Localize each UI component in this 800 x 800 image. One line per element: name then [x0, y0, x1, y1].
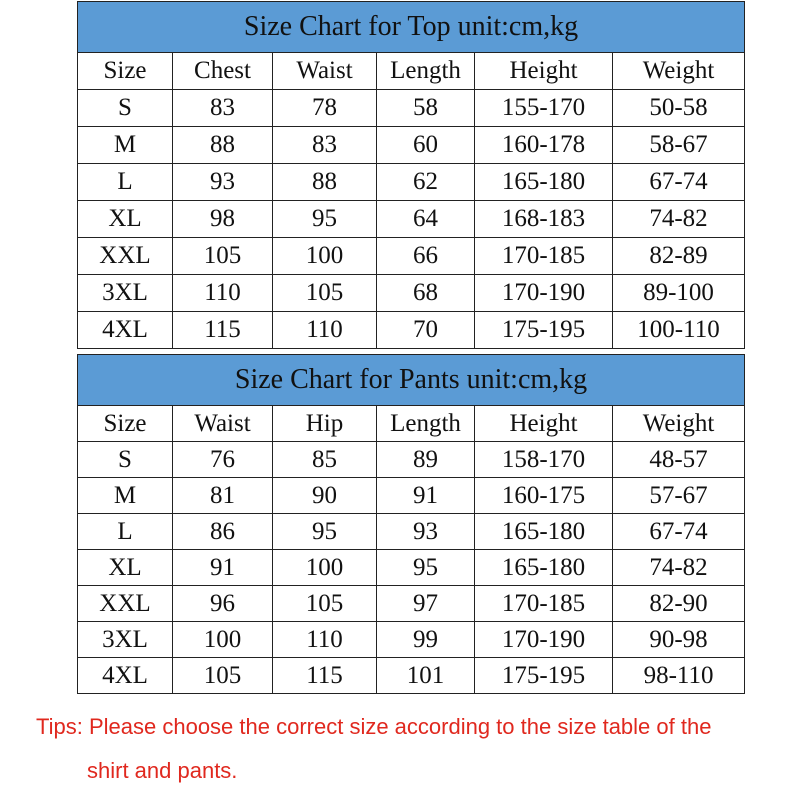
table-cell: 165-180	[475, 514, 613, 550]
pants-chart-header-row	[78, 406, 745, 442]
table-cell: 168-183	[475, 201, 613, 238]
table-cell: 170-190	[475, 622, 613, 658]
table-cell: 100-110	[613, 312, 745, 349]
table-cell: 175-195	[475, 658, 613, 694]
pants-chart-title: Size Chart for Pants unit:cm,kg	[78, 355, 745, 406]
column-header: Length	[377, 406, 475, 442]
table-cell: 88	[273, 164, 377, 201]
table-cell: 95	[273, 514, 377, 550]
column-header: Waist	[173, 406, 273, 442]
table-cell: 165-180	[475, 550, 613, 586]
table-cell: 98	[173, 201, 273, 238]
table-row	[78, 658, 745, 694]
size-cell: S	[78, 90, 173, 127]
table-row	[78, 275, 745, 312]
table-cell: 67-74	[613, 164, 745, 201]
table-cell: 50-58	[613, 90, 745, 127]
table-cell: 91	[173, 550, 273, 586]
size-cell: XL	[78, 201, 173, 238]
table-row	[78, 478, 745, 514]
top-chart-title: Size Chart for Top unit:cm,kg	[78, 2, 745, 53]
size-cell: S	[78, 442, 173, 478]
table-row	[78, 238, 745, 275]
table-cell: 100	[173, 622, 273, 658]
table-cell: 101	[377, 658, 475, 694]
table-row	[78, 550, 745, 586]
table-cell: 110	[273, 312, 377, 349]
table-cell: 105	[173, 238, 273, 275]
table-row	[78, 514, 745, 550]
table-cell: 100	[273, 550, 377, 586]
table-cell: 96	[173, 586, 273, 622]
column-header: Size	[78, 406, 173, 442]
column-header: Waist	[273, 53, 377, 90]
table-cell: 170-190	[475, 275, 613, 312]
table-cell: 89-100	[613, 275, 745, 312]
size-cell: XXL	[78, 238, 173, 275]
table-cell: 89	[377, 442, 475, 478]
table-cell: 175-195	[475, 312, 613, 349]
table-row	[78, 442, 745, 478]
top-chart-header-row	[78, 53, 745, 90]
size-cell: 4XL	[78, 312, 173, 349]
table-row	[78, 90, 745, 127]
table-cell: 105	[273, 586, 377, 622]
table-cell: 90	[273, 478, 377, 514]
table-cell: 70	[377, 312, 475, 349]
table-cell: 93	[173, 164, 273, 201]
table-cell: 91	[377, 478, 475, 514]
table-cell: 90-98	[613, 622, 745, 658]
table-cell: 62	[377, 164, 475, 201]
table-row	[78, 127, 745, 164]
size-cell: L	[78, 514, 173, 550]
size-cell: 3XL	[78, 275, 173, 312]
table-cell: 74-82	[613, 201, 745, 238]
column-header: Chest	[173, 53, 273, 90]
table-cell: 82-90	[613, 586, 745, 622]
table-cell: 155-170	[475, 90, 613, 127]
table-cell: 98-110	[613, 658, 745, 694]
column-header: Length	[377, 53, 475, 90]
size-cell: L	[78, 164, 173, 201]
table-cell: 110	[273, 622, 377, 658]
tips-line-1: Tips: Please choose the correct size according to the size table of the	[36, 714, 712, 739]
tips-line-2: shirt and pants.	[87, 758, 238, 783]
table-cell: 48-57	[613, 442, 745, 478]
column-header: Height	[475, 53, 613, 90]
table-cell: 67-74	[613, 514, 745, 550]
table-cell: 83	[173, 90, 273, 127]
table-cell: 95	[377, 550, 475, 586]
size-cell: 4XL	[78, 658, 173, 694]
size-tips-note	[36, 705, 786, 793]
table-cell: 105	[173, 658, 273, 694]
table-row	[78, 312, 745, 349]
size-cell: 3XL	[78, 622, 173, 658]
column-header: Weight	[613, 406, 745, 442]
table-cell: 165-180	[475, 164, 613, 201]
top-size-chart	[77, 1, 745, 349]
table-cell: 74-82	[613, 550, 745, 586]
size-cell: XXL	[78, 586, 173, 622]
table-cell: 66	[377, 238, 475, 275]
table-cell: 58-67	[613, 127, 745, 164]
table-cell: 100	[273, 238, 377, 275]
table-row	[78, 586, 745, 622]
table-cell: 158-170	[475, 442, 613, 478]
table-row	[78, 622, 745, 658]
table-row	[78, 201, 745, 238]
table-cell: 81	[173, 478, 273, 514]
table-cell: 60	[377, 127, 475, 164]
table-cell: 170-185	[475, 586, 613, 622]
column-header: Size	[78, 53, 173, 90]
table-cell: 115	[273, 658, 377, 694]
pants-size-chart	[77, 354, 745, 694]
size-cell: M	[78, 478, 173, 514]
column-header: Weight	[613, 53, 745, 90]
table-cell: 160-175	[475, 478, 613, 514]
table-cell: 170-185	[475, 238, 613, 275]
table-cell: 58	[377, 90, 475, 127]
table-cell: 86	[173, 514, 273, 550]
table-cell: 99	[377, 622, 475, 658]
size-cell: M	[78, 127, 173, 164]
table-cell: 85	[273, 442, 377, 478]
table-cell: 78	[273, 90, 377, 127]
table-cell: 88	[173, 127, 273, 164]
table-cell: 82-89	[613, 238, 745, 275]
table-cell: 115	[173, 312, 273, 349]
table-cell: 105	[273, 275, 377, 312]
table-cell: 95	[273, 201, 377, 238]
table-cell: 97	[377, 586, 475, 622]
table-cell: 93	[377, 514, 475, 550]
table-cell: 57-67	[613, 478, 745, 514]
table-cell: 68	[377, 275, 475, 312]
size-cell: XL	[78, 550, 173, 586]
table-row	[78, 164, 745, 201]
column-header: Height	[475, 406, 613, 442]
table-cell: 110	[173, 275, 273, 312]
table-cell: 83	[273, 127, 377, 164]
table-cell: 64	[377, 201, 475, 238]
table-cell: 160-178	[475, 127, 613, 164]
table-cell: 76	[173, 442, 273, 478]
column-header: Hip	[273, 406, 377, 442]
